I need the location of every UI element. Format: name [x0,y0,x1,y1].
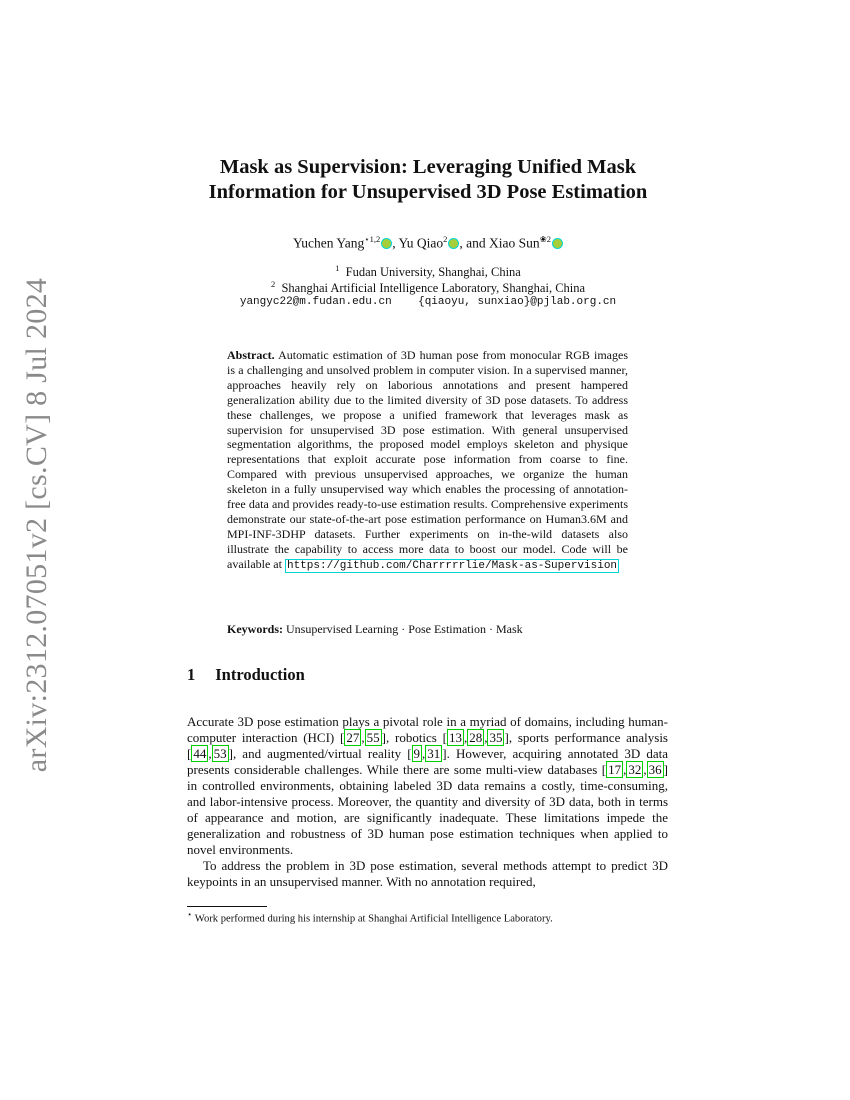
citation-link[interactable]: 31 [427,746,441,761]
citation-link[interactable]: 9 [413,746,421,761]
keywords-text: Unsupervised Learning · Pose Estimation · Mask [286,622,523,636]
keywords-label: Keywords: [227,622,283,636]
author-mark: ⋆1,2 [364,234,381,244]
email-first: yangyc22@m.fudan.edu.cn [239,296,392,308]
footnote-mark: ⋆ [187,909,193,919]
author-name: Xiao Sun [488,235,540,251]
orcid-icon[interactable] [448,238,459,249]
title-line-1: Mask as Supervision: Leveraging Unified Mask [219,156,637,178]
footnote-text: Work performed during his internship at Shanghai Artificial Intelligence Laboratory. [194,913,553,925]
email-line [150,296,706,308]
keywords [227,622,628,637]
section-number: 1 [187,665,196,684]
citation-link[interactable]: 27 [346,730,360,745]
author-mark: 2 [443,234,448,244]
affiliation-2 [150,279,706,296]
orcid-icon[interactable] [381,238,392,249]
footnote-rule [187,906,267,907]
citation-link[interactable]: 53 [213,746,227,761]
abstract [227,348,628,574]
intro-text: , sports performance analysis [508,730,668,745]
citation-link[interactable]: 28 [469,730,483,745]
intro-text: , and augmented/virtual reality [232,746,402,761]
citation-link[interactable]: 17 [608,762,622,777]
abstract-text: Automatic estimation of 3D human pose from monocular RGB images is a challenging and unsolved problem in computer vision. In a supervised manner, approaches heavily rely on laborious annotations and present hampered generalization ability due to the limited diversity of 3D pose datasets. To address these challenges, we propose a unified framework that leverages mask as supervision for unsupervised 3D pose estimation. With general unsupervised segmentation algorithms, the proposed model employs skeleton and physique representations that exploit accurate pose information from coarse to fine. Compared with previous unsupervised approaches, we organize the human skeleton in a fully unsupervised way which enables the processing of annotation-free data and provides ready-to-use estimation results. Comprehensive experiments demonstrate our state-of-the-art pose estimation performance on Human3.6M and MPI-INF-3DHP datasets. Further experiments on in-the-wild datasets also illustrate the capability to access more data to boost our model. Code will be available at [227,348,628,571]
author-separator: , [392,235,396,251]
affiliation-text: Fudan University, Shanghai, China [345,265,521,280]
affiliation-mark: 2 [270,279,276,289]
author-name: Yu Qiao [398,235,444,251]
citation-link[interactable]: 44 [193,746,207,761]
author-separator: and [466,235,486,251]
abstract-label: Abstract. [227,348,275,362]
code-link[interactable]: https://github.com/Charrrrrlie/Mask-as-Supervision [286,559,618,572]
footnote [187,909,677,925]
citation-link[interactable]: 55 [366,730,380,745]
arxiv-sidebar [0,0,70,1100]
intro-text: . However, acquiring annotated 3D data presents considerable challenges. While there are some multi-view databases [187,746,668,777]
citation-link[interactable]: 13 [448,730,462,745]
affiliation-mark: 1 [335,263,340,273]
intro-text: in controlled environments, obtaining labeled 3D data remains a costly, time-consuming, and labor-intensive process. Moreover, the quantity and diversity of 3D data, both in terms of appearance and motion, are significantly inadequate. These limitations impede the generalization and robustness of 3D human pose estimation techniques when applied to novel environments. [187,778,668,857]
author-list [150,234,706,252]
section-title: Introduction [215,665,305,684]
citation-link[interactable]: 35 [489,730,503,745]
title-line-2: Information for Unsupervised 3D Pose Estimation [208,181,648,203]
author-name: Yuchen Yang [293,235,365,251]
citation-link[interactable]: 36 [648,762,662,777]
orcid-icon[interactable] [552,238,563,249]
email-second: {qiaoyu, sunxiao}@pjlab.org.cn [418,296,617,308]
intro-text: Accurate 3D pose estimation plays a pivotal role in a myriad of domains, including human-computer interaction (HCI) [187,714,668,745]
paper-title [150,155,706,205]
author-mark: ❀2 [539,234,551,244]
arxiv-identifier: arXiv:2312.07051v2 [cs.CV] 8 Jul 2024 [20,277,53,773]
affiliation-1 [150,263,706,280]
author-separator: , [459,235,463,251]
intro-text: , robotics [385,730,437,745]
intro-paragraph-1: Accurate 3D pose estimation plays a pivotal role in a myriad of domains, including human-computer interaction (HCI) [ 27 , 55 ], robotics [ 13 , 28 , 35 ], sports performance analysis [ 44 , 53 ], and augmented/virtual reality [ 9 , 31 ]. However, acquiring annotated 3D data presents considerable challenges. While there are some multi-view databases [ 17 , 32 , 36 ] in controlled environments, obtaining labeled 3D data remains a costly, time-consuming, and labor-intensive process. Moreover, the quantity and diversity of 3D data, both in terms of appearance and motion, are significantly inadequate. These limitations impede the generalization and robustness of 3D human pose estimation techniques when applied to novel environments. [187,714,668,857]
citation-link[interactable]: 32 [628,762,642,777]
intro-paragraph-2: To address the problem in 3D pose estimation, several methods attempt to predict 3D keypoints in an unsupervised manner. With no annotation required, [187,858,668,889]
section-heading [187,665,305,685]
introduction-body [187,714,668,890]
affiliation-text: Shanghai Artificial Intelligence Laboratory, Shanghai, China [281,281,586,296]
